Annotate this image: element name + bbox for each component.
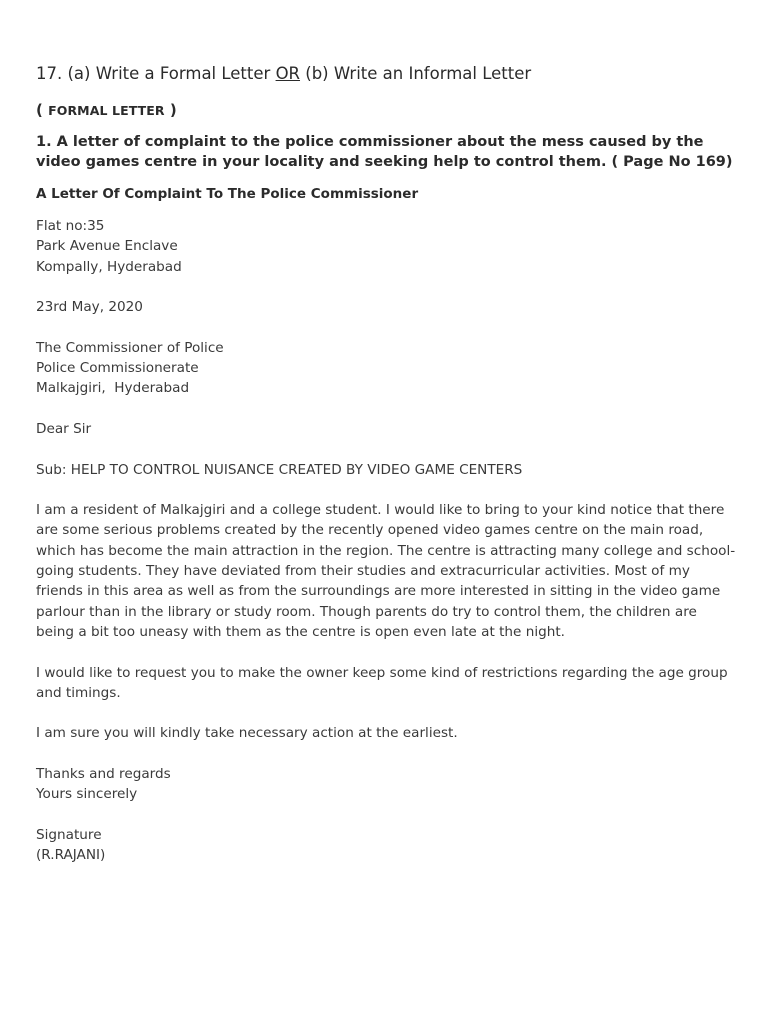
receiver-address-line: Police Commissionerate — [36, 360, 199, 377]
sender-address-line: Park Avenue Enclave — [36, 238, 178, 255]
section-label-text: FORMAL LETTER — [48, 103, 165, 118]
sender-address-line: Flat no:35 — [36, 218, 105, 234]
letter-date: 23rd May, 2020 — [36, 299, 143, 316]
section-label-open: ( — [36, 101, 49, 119]
question-prefix: 17. (a) Write a Formal Letter — [36, 64, 276, 83]
body-paragraph: I am a resident of Malkajgiri and a college student. I would like to bring to your kind notice that there are some serious problems created by the recently opened video games centre on the main road, which has become the main attraction in the region. The centre is attracting many college and school-going students. They have deviated from their studies and extracurricular activities. Most of my friends in this area as well as from the surroundings are more interested in sitting in the video game parlour than in the library or study room. Though parents do try to control them, the children are being a bit too uneasy with them as the centre is open even late at the night. — [36, 502, 736, 640]
salutation: Dear Sir — [36, 420, 92, 437]
question-heading — [36, 64, 531, 83]
body-paragraph: I am sure you will kindly take necessary action at the earliest. — [36, 725, 458, 742]
closing-line: Thanks and regards — [36, 766, 171, 783]
topic-text: 1. A letter of complaint to the police commissioner about the mess caused by the video games centre in your locality and seeking help to control them. ( Page No 169) — [36, 134, 733, 170]
section-label-close: ) — [164, 101, 177, 119]
receiver-address-line: The Commissioner of Police — [36, 339, 224, 356]
signature-label: Signature — [36, 826, 102, 843]
question-or: OR — [275, 64, 301, 83]
signature-name: (R.RAJANI) — [36, 847, 106, 864]
body-paragraph: I would like to request you to make the owner keep some kind of restrictions regarding the age group and timings. — [36, 664, 728, 701]
letter-title: A Letter Of Complaint To The Police Commissioner — [36, 186, 419, 202]
sender-address-line: Kompally, Hyderabad — [36, 258, 182, 275]
letter-body — [36, 216, 736, 866]
closing-line: Yours sincerely — [36, 786, 138, 803]
question-suffix: (b) Write an Informal Letter — [300, 64, 532, 83]
subject-line: Sub: HELP TO CONTROL NUISANCE CREATED BY VIDEO GAME CENTERS — [36, 461, 523, 478]
section-label — [36, 101, 177, 119]
receiver-address-line: Malkajgiri, Hyderabad — [36, 380, 190, 397]
